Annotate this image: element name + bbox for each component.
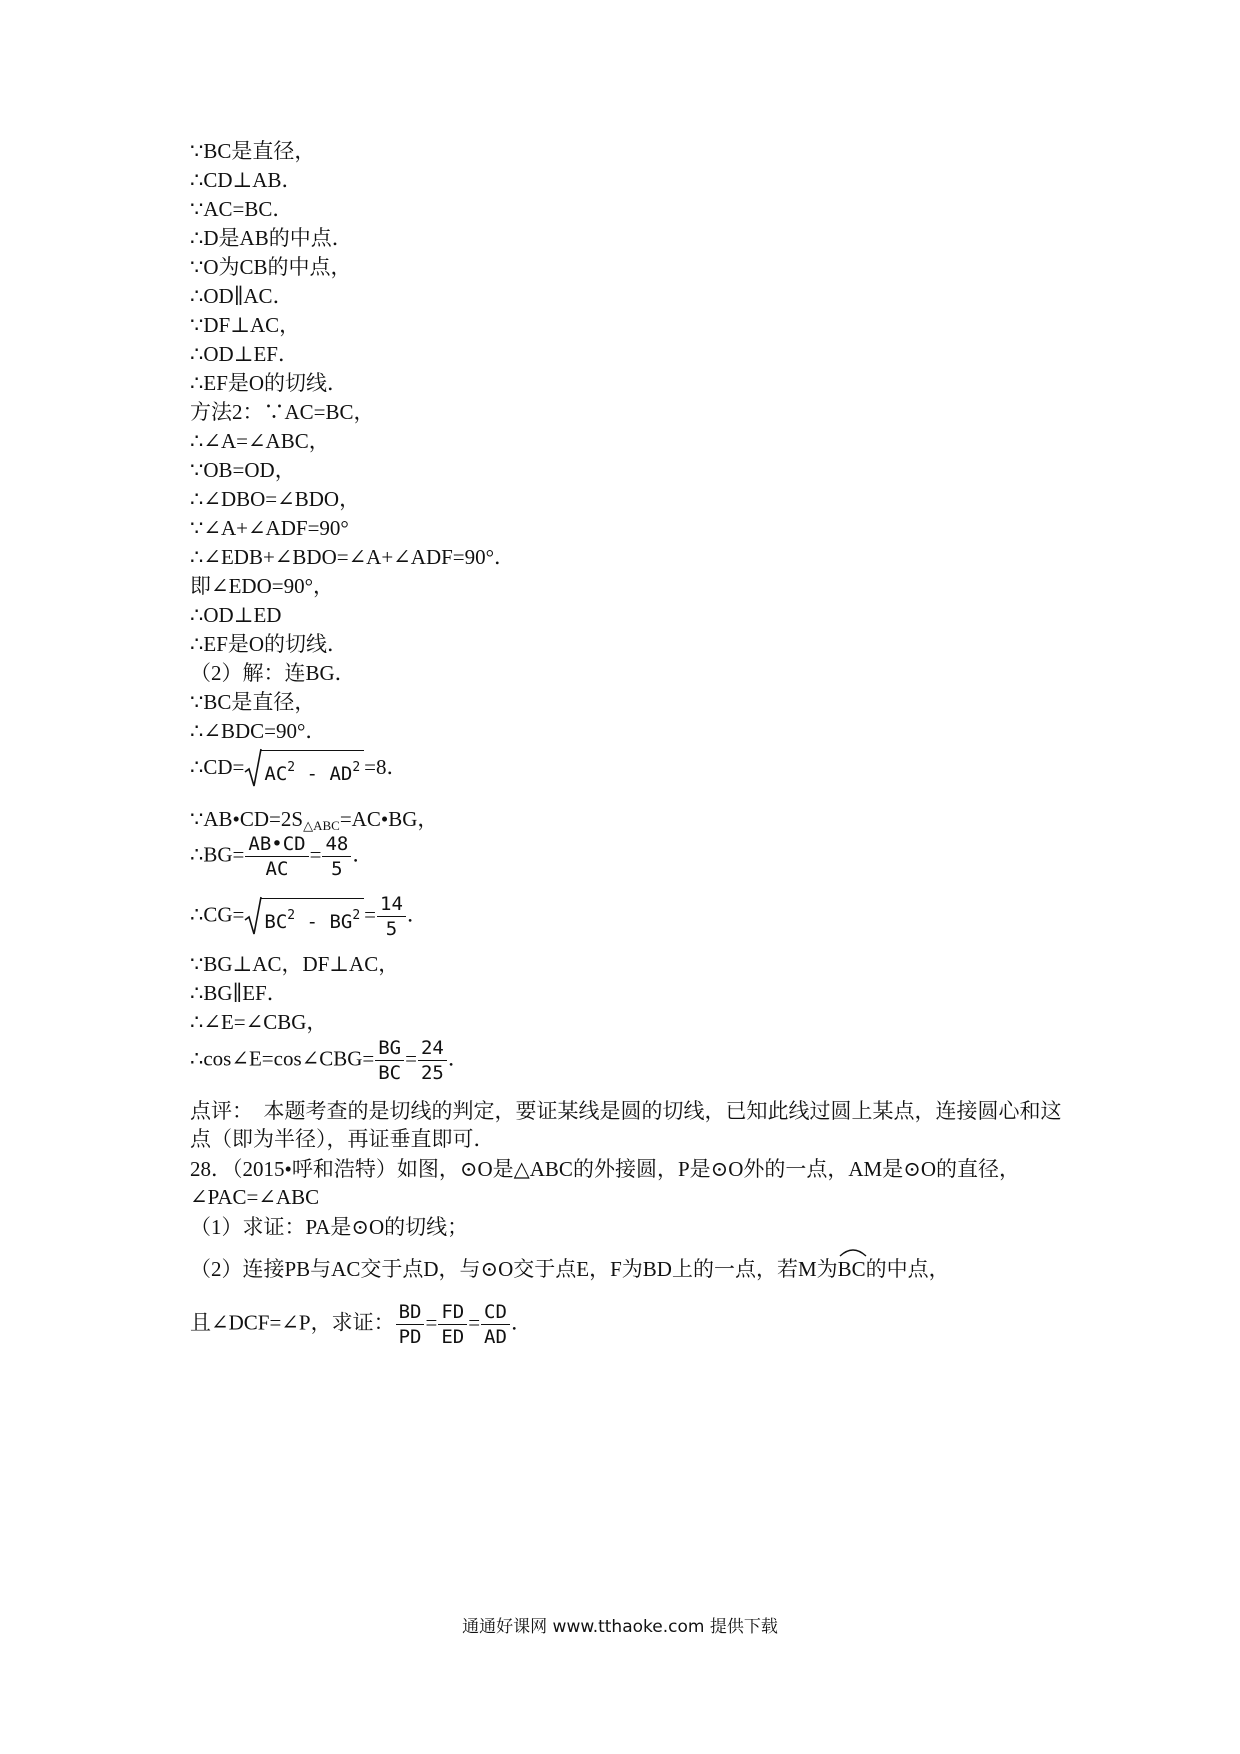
solution-line: ∴∠E=∠CBG， bbox=[190, 1010, 328, 1034]
solution-line: ∴CD⊥AB． bbox=[190, 168, 303, 192]
question-28-part2: （2）连接PB与AC交于点D，与⊙O交于点E，F为BD上的一点，若M为 BC的中点， bbox=[190, 1255, 950, 1283]
question-28-part1: （1）求证：PA是⊙O的切线； bbox=[190, 1215, 469, 1239]
solution-line: ∴∠A=∠ABC， bbox=[190, 429, 330, 453]
solution-line: 方法2：∵AC=BC， bbox=[190, 400, 375, 424]
solution-line: ∴EF是O的切线． bbox=[190, 371, 349, 395]
solution-line: 即∠EDO=90°， bbox=[190, 574, 334, 598]
area-equation: $\because AB•CD=2S_{\triangle ABC}=AC•BG$， bbox=[190, 807, 439, 833]
comment-paragraph: 点评： 本题考查的是切线的判定，要证某线是圆的切线，已知此线过圆上某点，连接圆心和这点（即为半径），再证垂直即可． bbox=[190, 1099, 1062, 1151]
solution-line: ∴∠DBO=∠BDO， bbox=[190, 487, 361, 511]
fraction: $\frac{14}{5}$ bbox=[377, 892, 406, 941]
radical-sign-icon bbox=[244, 896, 262, 936]
solution-line: （2）解：连BG． bbox=[190, 661, 356, 685]
solution-line: ∵BC是直径， bbox=[190, 690, 316, 714]
square-root: $BC^2 - BG^2$ bbox=[244, 898, 364, 936]
fraction: $\frac{24}{25}$ bbox=[418, 1036, 447, 1085]
solution-line: ∴D是AB的中点． bbox=[190, 226, 353, 250]
solution-line: ∵OB=OD， bbox=[190, 458, 296, 482]
solution-line: ∴∠BDC=90°． bbox=[190, 719, 327, 743]
fraction: $\frac{BD}{PD}$ bbox=[396, 1300, 425, 1349]
fraction: $\frac{BG}{BC}$ bbox=[375, 1036, 404, 1085]
solution-line: ∵BG⊥AC，DF⊥AC， bbox=[190, 952, 400, 976]
bg-equation: ∴BG= $\frac{AB•CD}{AC}$ = $\frac{48}{5}$ ． bbox=[190, 833, 374, 880]
arc-bc: BC bbox=[838, 1255, 866, 1283]
square-root: $AC^2 - AD^2$ bbox=[244, 750, 364, 788]
cd-equation: ∴CD= $AC^2 - AD^2 =8$． bbox=[190, 750, 408, 788]
fraction: $\frac{FD}{ED}$ bbox=[438, 1300, 467, 1349]
solution-line: ∵DF⊥AC， bbox=[190, 313, 301, 337]
radical-sign-icon bbox=[244, 748, 262, 788]
solution-line: ∴OD∥AC． bbox=[190, 284, 294, 308]
fraction: $\frac{48}{5}$ bbox=[322, 832, 351, 881]
solution-line: ∴OD⊥EF． bbox=[190, 342, 299, 366]
fraction: $\frac{CD}{AD}$ bbox=[481, 1300, 510, 1349]
cg-equation: ∴CG= $BC^2 - BG^2$ = $\frac{14}{5}$ ． bbox=[190, 893, 428, 940]
arc-mark-icon bbox=[838, 1247, 868, 1257]
solution-line: ∵BC是直径， bbox=[190, 139, 316, 163]
solution-line: ∴∠EDB+∠BDO=∠A+∠ADF=90°． bbox=[190, 545, 516, 569]
solution-line: ∵AC=BC． bbox=[190, 197, 294, 221]
solution-line: ∴EF是O的切线． bbox=[190, 632, 349, 656]
solution-line: ∵∠A+∠ADF=90° bbox=[190, 516, 349, 540]
question-28-stem: 28．（2015•呼和浩特）如图，⊙O是△ABC的外接圆，P是⊙O外的一点，AM是⊙O的直径，∠PAC=∠ABC bbox=[190, 1157, 1020, 1209]
solution-line: ∴OD⊥ED bbox=[190, 603, 282, 627]
solution-line: ∵O为CB的中点， bbox=[190, 255, 352, 279]
page-footer: 通通好课网 www.tthaoke.com 提供下载 bbox=[462, 1617, 778, 1637]
fraction: $\frac{AB•CD}{AC}$ bbox=[245, 832, 308, 881]
solution-line: ∴BG∥EF． bbox=[190, 981, 288, 1005]
cos-equation: ∴cos∠E=cos∠CBG= $\frac{BG}{BC}$ = $\frac{24}{25}$ ． bbox=[190, 1037, 469, 1084]
question-28-part3: 且∠DCF=∠P，求证： $\frac{BD}{PD}$ = $\frac{FD}{ED}$ = $\frac{CD}{AD}$ ． bbox=[190, 1301, 532, 1348]
